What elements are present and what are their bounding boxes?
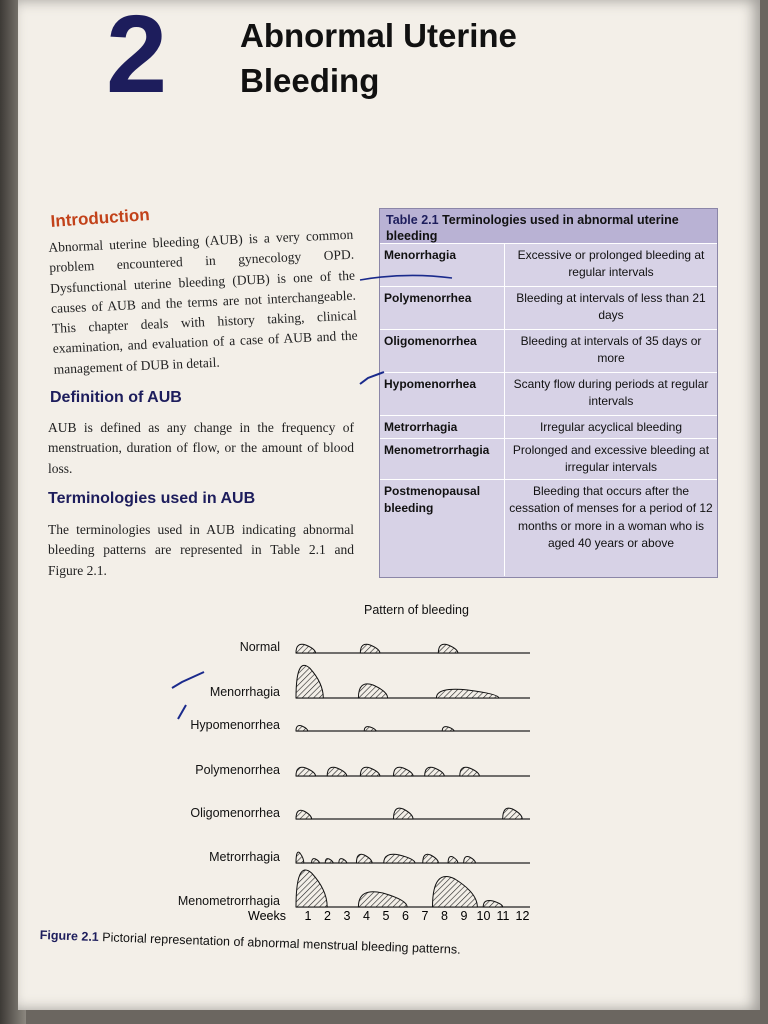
week-tick-label: 10 — [476, 909, 491, 923]
pattern-row-label: Metrorrhagia — [209, 850, 280, 864]
pattern-row-label: Polymenorrhea — [195, 763, 280, 777]
week-tick-label: 9 — [460, 909, 468, 923]
table-row — [380, 286, 717, 329]
bleeding-episode-mark — [438, 644, 458, 653]
week-tick-label: 11 — [496, 909, 510, 923]
chapter-title — [240, 14, 517, 103]
bleeding-episode-mark — [325, 859, 333, 863]
bleeding-episode-mark — [356, 854, 372, 863]
table-definition: Bleeding that occurs after the cessation of menses for a period of 12 months or more in a woman who is aged 40 years or above — [504, 480, 717, 576]
table-body — [380, 243, 717, 576]
bleeding-episode-mark — [483, 900, 503, 907]
figure-caption-text: Pictorial representation of abnormal menstrual bleeding patterns. — [102, 930, 461, 957]
bleeding-episode-mark — [296, 870, 327, 907]
pen-check-mark-menorrhagia — [168, 670, 208, 694]
week-tick-label: 4 — [363, 909, 370, 923]
chapter-title-line1: Abnormal Uterine — [240, 17, 517, 54]
table-row — [380, 438, 717, 479]
table-term: Oligomenorrhea — [384, 334, 477, 348]
chapter-title-line2: Bleeding — [240, 61, 380, 99]
table-definition: Bleeding at intervals of less than 21 days — [504, 287, 717, 329]
table-term: Menometrorrhagia — [384, 443, 490, 457]
bleeding-episode-mark — [394, 808, 414, 819]
table-caption-number: Table 2.1 — [386, 213, 439, 227]
bleeding-episode-mark — [442, 727, 454, 731]
bleeding-episode-mark — [296, 767, 316, 776]
chapter-number: 2 — [106, 0, 168, 116]
bleeding-episode-mark — [339, 859, 347, 863]
definition-text: AUB is defined as any change in the frequency of menstruation, duration of flow, or the amount of blood loss. — [48, 420, 354, 476]
table-row — [380, 415, 717, 438]
table-definition: Prolonged and excessive bleeding at irregular intervals — [504, 439, 717, 479]
table-definition: Bleeding at intervals of 35 days or more — [504, 330, 717, 372]
bleeding-episode-mark — [464, 856, 476, 863]
table-definition: Excessive or prolonged bleeding at regular intervals — [504, 244, 717, 286]
figure-caption — [40, 928, 461, 957]
bleeding-episode-mark — [296, 852, 304, 863]
bleeding-episode-mark — [460, 767, 480, 776]
bleeding-episode-mark — [394, 767, 414, 776]
week-tick-label: 3 — [343, 909, 351, 923]
bleeding-episode-mark — [296, 665, 323, 698]
table-row — [380, 479, 717, 576]
pattern-row-label: Normal — [239, 640, 280, 654]
table-term: Menorrhagia — [384, 248, 457, 262]
week-tick-label: 6 — [402, 909, 409, 923]
pen-check-mark — [358, 370, 388, 390]
bleeding-episode-mark — [364, 727, 376, 731]
table-definition: Scanty flow during periods at regular intervals — [504, 373, 717, 415]
week-tick-label: 8 — [441, 909, 448, 923]
bleeding-episode-mark — [327, 767, 347, 776]
bleeding-pattern-figure — [168, 628, 548, 928]
pattern-row-label: Menorrhagia — [209, 685, 280, 699]
book-page — [18, 0, 760, 1010]
pattern-row-label: Oligomenorrhea — [190, 806, 280, 820]
table-term: Polymenorrhea — [384, 291, 472, 305]
bleeding-episode-mark — [384, 854, 415, 863]
bleeding-episode-mark — [358, 684, 387, 698]
bleeding-episode-mark — [425, 767, 445, 776]
bleeding-episode-mark — [312, 859, 320, 863]
bleeding-episode-mark — [503, 808, 523, 819]
bleeding-episode-mark — [448, 856, 458, 863]
pen-tick-hypomenorrhea — [174, 703, 190, 723]
introduction-heading: Introduction — [50, 205, 151, 231]
table-caption — [380, 209, 717, 243]
introduction-text: Abnormal uterine bleeding (AUB) is a very common problem encountered in gynecology OPD. Dysfunctional uterine bleeding (DUB) is one of the causes of AUB and the terms are not interchangeable. This chapter deals with history taking, clinical examination, and evaluation of a case of AUB and the management of DUB in detail. — [48, 226, 358, 377]
week-tick-label: 2 — [324, 909, 331, 923]
pattern-row-label: Hypomenorrhea — [190, 718, 280, 732]
table-row — [380, 329, 717, 372]
week-tick-label: 7 — [421, 909, 429, 923]
pen-underline-mark — [356, 262, 456, 292]
terminologies-text: The terminologies used in AUB indicating abnormal bleeding patterns are represented in Table 2.1 and Figure 2.1. — [48, 522, 354, 578]
terminologies-heading: Terminologies used in AUB — [48, 490, 256, 507]
bleeding-episode-mark — [358, 892, 407, 907]
bleeding-episode-mark — [436, 689, 498, 698]
figure-caption-number: Figure 2.1 — [39, 928, 100, 945]
week-tick-label: 5 — [382, 909, 390, 923]
bleeding-episode-mark — [296, 726, 308, 731]
table-definition: Irregular acyclical bleeding — [504, 416, 717, 438]
definition-heading: Definition of AUB — [50, 389, 182, 406]
bleeding-episode-mark — [296, 810, 312, 819]
figure-title: Pattern of bleeding — [364, 603, 469, 617]
week-tick-label: 12 — [515, 909, 530, 923]
bleeding-episode-mark — [360, 644, 380, 653]
bleeding-episode-mark — [296, 644, 316, 653]
bleeding-episode-mark — [433, 877, 478, 907]
bleeding-episode-mark — [360, 767, 380, 776]
table-term: Hypomenorrhea — [384, 377, 477, 391]
table-term: Postmenopausal bleeding — [384, 484, 481, 516]
bleeding-episode-mark — [423, 854, 439, 863]
weeks-axis-label: Weeks — [248, 909, 286, 923]
table-caption-text: Terminologies used in abnormal uterine bleeding — [386, 213, 679, 244]
table-row — [380, 372, 717, 415]
week-tick-label: 1 — [304, 909, 312, 923]
pattern-row-label: Menometrorrhagia — [177, 894, 280, 908]
table-term: Metrorrhagia — [384, 420, 458, 434]
